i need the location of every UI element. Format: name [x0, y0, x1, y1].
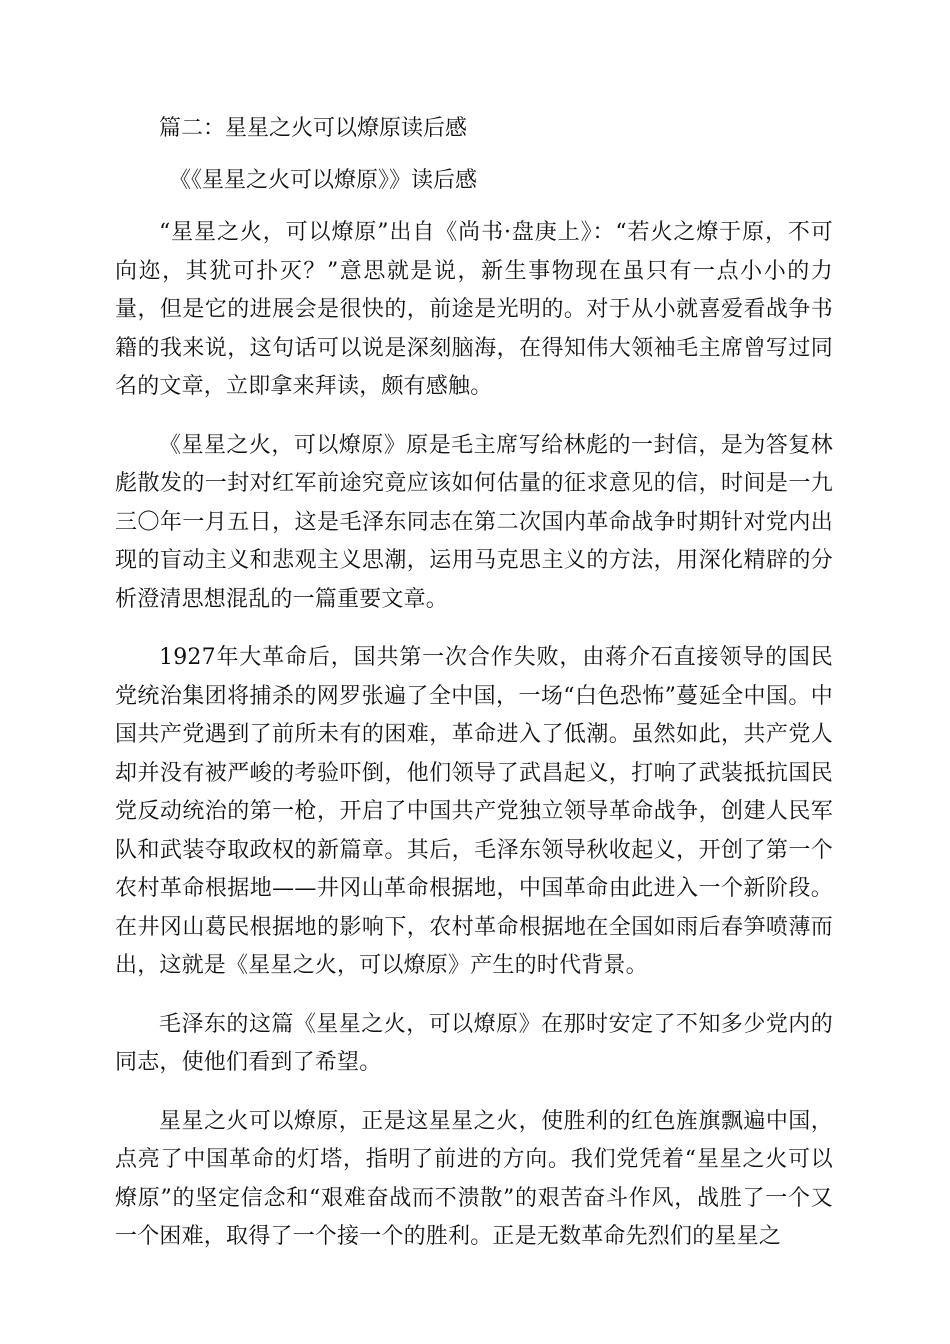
document-body: [115, 110, 833, 1257]
essay-title: 《《星星之火可以燎原》》读后感: [169, 168, 478, 193]
paragraph-5: 星星之火可以燎原，正是这星星之火，使胜利的红色旌旗飘遍中国，点亮了中国革命的灯塔，指明了前进的方向。我们党凭着“星星之火可以燎原”的坚定信念和“艰难奋战而不溃散”的艰苦奋斗作风，战胜了一个又一个困难，取得了一个接一个的胜利。正是无数革命先烈们的星星之: [115, 1108, 833, 1249]
paragraph-4: 毛泽东的这篇《星星之火，可以燎原》在那时安定了不知多少党内的同志，使他们看到了希望。: [115, 1011, 833, 1075]
paragraph-2: 《星星之火，可以燎原》原是毛主席写给林彪的一封信，是为答复林彪散发的一封对红军前途究竟应该如何估量的征求意见的信，时间是一九三〇年一月五日，这是毛泽东同志在第二次国内革命战争时期针对党内出现的盲动主义和悲观主义思潮，运用马克思主义的方法，用深化精辟的分析澄清思想混乱的一篇重要文章。: [115, 432, 833, 612]
paragraph-1: “星星之火，可以燎原”出自《尚书·盘庚上》：“若火之燎于原，不可向迩，其犹可扑灭？”意思就是说，新生事物现在虽只有一点小小的力量，但是它的进展会是很快的，前途是光明的。对于从小就喜爱看战争书籍的我来说，这句话可以说是深刻脑海，在得知伟大领袖毛主席曾写过同名的文章，立即拿来拜读，颇有感触。: [115, 220, 833, 399]
paragraph-3: 1927年大革命后，国共第一次合作失败，由蒋介石直接领导的国民党统治集团将捕杀的网罗张遍了全中国，一场“白色恐怖”蔓延全中国。中国共产党遇到了前所未有的困难，革命进入了低潮。虽然如此，共产党人却并没有被严峻的考验吓倒，他们领导了武昌起义，打响了武装抵抗国民党反动统治的第一枪，开启了中国共产党独立领导革命战争，创建人民军队和武装夺取政权的新篇章。其后，毛泽东领导秋收起义，开创了第一个农村革命根据地——井冈山革命根据地，中国革命由此进入一个新阶段。在井冈山葛民根据地的影响下，农村革命根据地在全国如雨后春笋喷薄而出，这就是《星星之火，可以燎原》产生的时代背景。: [115, 645, 833, 978]
section-heading: 篇二：星星之火可以燎原读后感: [159, 116, 468, 141]
